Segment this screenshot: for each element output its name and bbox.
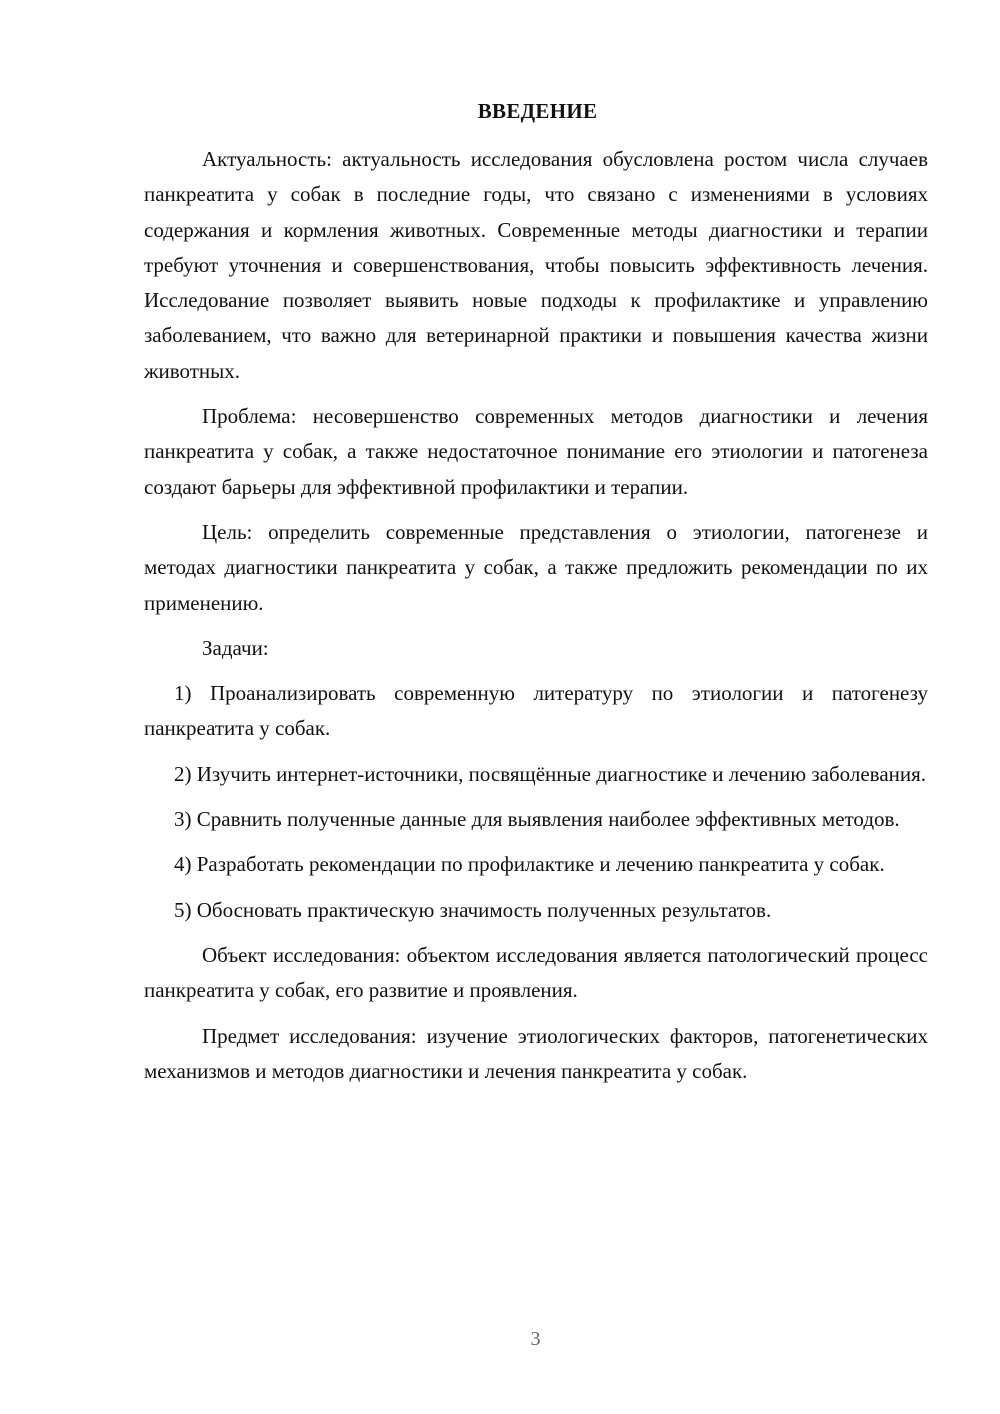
paragraph-subject: Предмет исследования: изучение этиологических факторов, патогенетических механизмов и методов диагностики и лечения панкреатита у собак. xyxy=(144,1023,928,1083)
page-number: 3 xyxy=(530,1328,541,1350)
paragraph-object: Объект исследования: объектом исследования является патологический процесс панкреатита у собак, его развитие и проявления. xyxy=(144,942,928,1003)
task-item-5: 5) Обосновать практическую значимость полученных результатов. xyxy=(174,897,772,922)
paragraph-goal: Цель: определить современные представления о этиологии, патогенезе и методах диагностики панкреатита у собак, а также предложить рекомендации по их применению. xyxy=(144,519,928,615)
paragraph-tasks-label: Задачи: xyxy=(202,635,269,660)
paragraph-relevance: Актуальность: актуальность исследования обусловлена ростом числа случаев панкреатита у собак в последние годы, что связано с изменениями в условиях содержания и кормления животных. Современные методы диагностики и терапии требуют уточнения и совершенствования, чтобы повысить эффективность лечения. Исследование позволяет выявить новые подходы к профилактике и управлению заболеванием, что важно для ветеринарной практики и повышения качества жизни животных. xyxy=(144,147,928,383)
task-item-3: 3) Сравнить полученные данные для выявления наиболее эффективных методов. xyxy=(174,807,900,832)
section-heading: ВВЕДЕНИЕ xyxy=(477,99,598,123)
task-item-4: 4) Разработать рекомендации по профилактике и лечению панкреатита у собак. xyxy=(174,852,885,877)
task-item-1: 1) Проанализировать современную литературу по этиологии и патогенезу панкреатита у собак. xyxy=(144,681,928,741)
paragraph-problem: Проблема: несовершенство современных методов диагностики и лечения панкреатита у собак, а также недостаточное понимание его этиологии и патогенеза создают барьеры для эффективной профилактики и терапии. xyxy=(144,404,928,499)
document-body xyxy=(144,142,928,1099)
task-item-2: 2) Изучить интернет-источники, посвящённые диагностике и лечению заболевания. xyxy=(174,761,927,786)
